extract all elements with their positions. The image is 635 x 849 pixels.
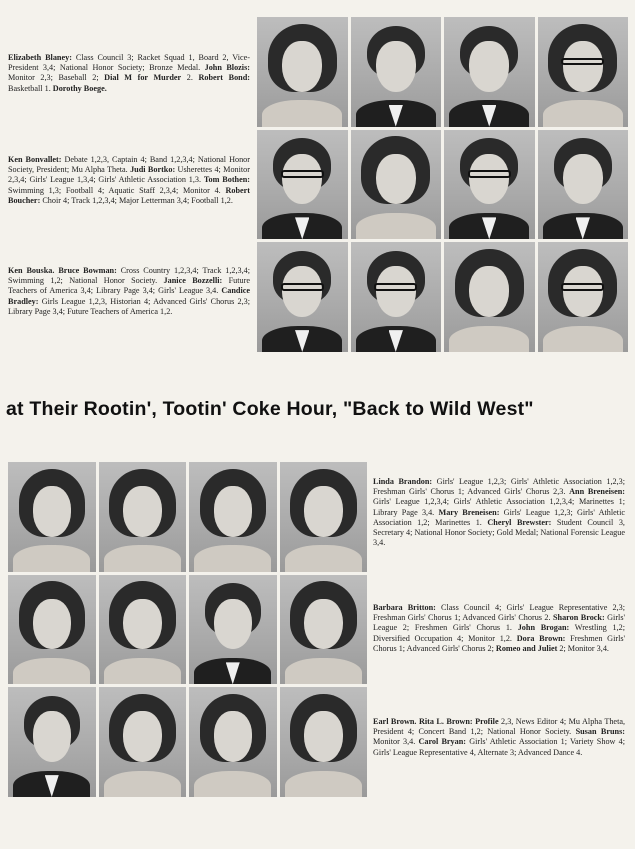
caption-name: Robert Boucher:	[8, 185, 250, 205]
portrait-photo	[257, 17, 348, 127]
portrait-body	[13, 658, 90, 684]
caption-block	[373, 603, 625, 654]
caption-name: Susan Bruns:	[575, 727, 625, 737]
caption-name: Elizabeth Blaney:	[8, 53, 72, 62]
portrait-face	[33, 486, 72, 536]
caption-name: Ken Bouska.	[8, 266, 55, 275]
page-headline: at Their Rootin', Tootin' Coke Hour, "Back to Wild West"	[6, 398, 534, 420]
portrait-photo	[189, 575, 277, 685]
caption-text: Class Council 3; Racket Squad 1, Board 2, Vice-President 3,4; National Honor Society; Bronze Medal.	[8, 53, 250, 73]
caption-name: Profile	[475, 717, 499, 726]
portrait-face	[123, 599, 162, 649]
portrait-body	[13, 545, 90, 571]
caption-text: Girls' League 1,2,3; Girls' Athletic Association 1,2,3; Freshman Girls' Chorus 1; Advanced Girls' Chorus 2,3.	[373, 477, 626, 497]
caption-name: Dial M for Murder	[104, 73, 182, 83]
portrait-body	[285, 658, 362, 684]
portrait-photo	[8, 575, 96, 685]
caption-text: Class Council 4; Girls' League Representative 2,3; Freshman Girls' Chorus 1; Advanced Girls' Chorus 2.	[373, 603, 625, 623]
portrait-photo	[189, 687, 277, 797]
caption-text: Girls' Athletic Association 1; Variety Show 4; Girls' League Representative 4, Alternate 3; Advanced Dance 4.	[373, 737, 625, 757]
portrait-face	[33, 711, 72, 761]
portrait-body	[285, 545, 362, 571]
portrait-photo	[280, 687, 368, 797]
caption-name: Carol Bryan:	[418, 737, 467, 747]
caption-text: Girls' League 2; Freshmen Girls' Chorus 1.	[373, 613, 625, 633]
portrait-photo	[99, 575, 187, 685]
portrait-photo	[538, 17, 629, 127]
caption-name: John Brogan:	[517, 623, 570, 633]
caption-text: Debate 1,2,3, Captain 4; Band 1,2,3,4; National Honor Society, President; Mu Alpha Theta.	[8, 155, 250, 175]
caption-text: Basketball 1.	[8, 83, 53, 93]
caption-name: Romeo and Juliet	[495, 643, 558, 653]
caption-name: Sharon Brock:	[552, 613, 605, 623]
portrait-face	[376, 266, 416, 316]
portrait-photo	[257, 130, 348, 240]
portrait-body	[262, 100, 342, 126]
caption-text: 2.	[181, 73, 199, 83]
portrait-face	[469, 154, 509, 204]
portrait-photo	[351, 130, 442, 240]
portrait-face	[282, 154, 322, 204]
portrait-face	[563, 154, 603, 204]
portrait-grid-top	[257, 17, 628, 352]
caption-name: Judi Bortko:	[130, 165, 176, 175]
caption-name: Mary Breneisen:	[438, 507, 500, 517]
caption-name: Dora Brown:	[516, 633, 566, 643]
caption-text: Monitor 3,4.	[373, 737, 419, 747]
caption-name: Rita L. Brown:	[418, 717, 473, 726]
caption-block	[8, 266, 250, 317]
caption-text: 2,3, News Editor 4; Mu Alpha Theta, President 4; Concert Band 1,2; National Honor Society.	[373, 717, 626, 737]
portrait-body	[449, 326, 529, 352]
caption-name: Dorothy Boege.	[52, 83, 107, 93]
glasses-icon	[468, 170, 511, 178]
portrait-body	[194, 771, 271, 797]
portrait-photo	[444, 242, 535, 352]
portrait-photo	[444, 17, 535, 127]
portrait-photo	[99, 687, 187, 797]
portrait-body	[104, 545, 181, 571]
portrait-body	[104, 658, 181, 684]
portrait-face	[563, 41, 603, 91]
caption-name: Cheryl Brewster:	[487, 517, 552, 527]
caption-name: Bruce Bowman:	[58, 266, 117, 275]
caption-block	[373, 717, 625, 758]
caption-text: Choir 4; Track 1,2,3,4; Major Letterman 3,4; Football 1,2.	[40, 195, 233, 205]
caption-name: Robert Bond:	[198, 73, 250, 83]
portrait-body	[104, 771, 181, 797]
portrait-photo	[351, 242, 442, 352]
caption-name: John Blozis:	[204, 63, 250, 73]
caption-name: Janice Bozzelli:	[163, 276, 223, 286]
caption-block	[8, 155, 250, 206]
caption-text: Girls' League 1,2,3,4; Girls' Athletic Association 1,2,3,4; Marinettes 1; Library Page 3,4.	[373, 497, 625, 517]
portrait-photo	[189, 462, 277, 572]
caption-text: Cross Country 1,2,3,4; Track 1,2,3,4; Swimming 1,2; National Honor Society.	[8, 266, 251, 286]
caption-text: Girls' League 1,2,3; Girls' Athletic Association 1,2; Marinettes 1.	[373, 507, 625, 527]
portrait-photo	[8, 687, 96, 797]
portrait-face	[304, 599, 343, 649]
glasses-icon	[281, 170, 324, 178]
caption-text: Monitor 2,3; Baseball 2;	[8, 73, 105, 83]
portrait-face	[214, 711, 253, 761]
caption-name: Candice Bradley:	[8, 286, 250, 306]
caption-text: Student Council 3, Secretary 4; National Honor Society; Gold Medal; National Forensic League 3,4.	[373, 517, 625, 548]
caption-name: Earl Brown.	[373, 717, 417, 726]
caption-text: Girls League 1,2,3, Historian 4; Advanced Girls' Chorus 2,3; Library Page 3,4; Future Teachers of America 1,2.	[8, 296, 250, 316]
glasses-icon	[374, 283, 417, 291]
portrait-face	[123, 711, 162, 761]
portrait-photo	[257, 242, 348, 352]
caption-text: Future Teachers of America 3,4; Library Page 3,4; Girls' League 3,4.	[8, 276, 250, 296]
portrait-face	[33, 599, 72, 649]
caption-name: Ann Breneisen:	[569, 487, 625, 497]
caption-name: Tom Bothen:	[203, 175, 251, 185]
glasses-icon	[561, 58, 604, 66]
portrait-photo	[280, 575, 368, 685]
portrait-photo	[538, 242, 629, 352]
caption-name: Linda Brandon:	[373, 477, 433, 486]
caption-text: Swimming 1,3; Football 4; Aquatic Staff 2,3,4; Monitor 4.	[8, 185, 226, 195]
portrait-photo	[538, 130, 629, 240]
caption-block	[8, 53, 250, 94]
portrait-photo	[8, 462, 96, 572]
portrait-face	[304, 486, 343, 536]
portrait-face	[214, 486, 253, 536]
portrait-grid-bottom	[8, 462, 367, 797]
portrait-face	[123, 486, 162, 536]
caption-text: Wrestling 1,2; Diversified Occupation 4; Monitor 1,2.	[373, 623, 625, 643]
caption-text: Freshmen Girls' Chorus 1; Advanced Girls' Chorus 2;	[373, 633, 626, 653]
portrait-face	[469, 266, 509, 316]
portrait-photo	[280, 462, 368, 572]
portrait-body	[543, 100, 623, 126]
caption-name: Ken Bonvallet:	[8, 155, 62, 164]
glasses-icon	[281, 283, 324, 291]
portrait-photo	[444, 130, 535, 240]
portrait-body	[356, 213, 436, 239]
portrait-face	[214, 599, 253, 649]
caption-text: Usherettes 4; Monitor 2,3,4; Girls' League 1,3,4; Girls' Athletic Association 1,3.	[8, 165, 251, 185]
portrait-photo	[99, 462, 187, 572]
glasses-icon	[561, 283, 604, 291]
portrait-face	[376, 41, 416, 91]
caption-name: Barbara Britton:	[373, 603, 436, 612]
portrait-face	[469, 41, 509, 91]
caption-text: 2; Monitor 3,4.	[557, 643, 609, 653]
portrait-body	[543, 326, 623, 352]
portrait-face	[376, 154, 416, 204]
caption-block	[373, 477, 625, 548]
portrait-body	[194, 545, 271, 571]
portrait-body	[285, 771, 362, 797]
portrait-face	[282, 41, 322, 91]
portrait-face	[304, 711, 343, 761]
portrait-photo	[351, 17, 442, 127]
portrait-face	[563, 266, 603, 316]
portrait-face	[282, 266, 322, 316]
